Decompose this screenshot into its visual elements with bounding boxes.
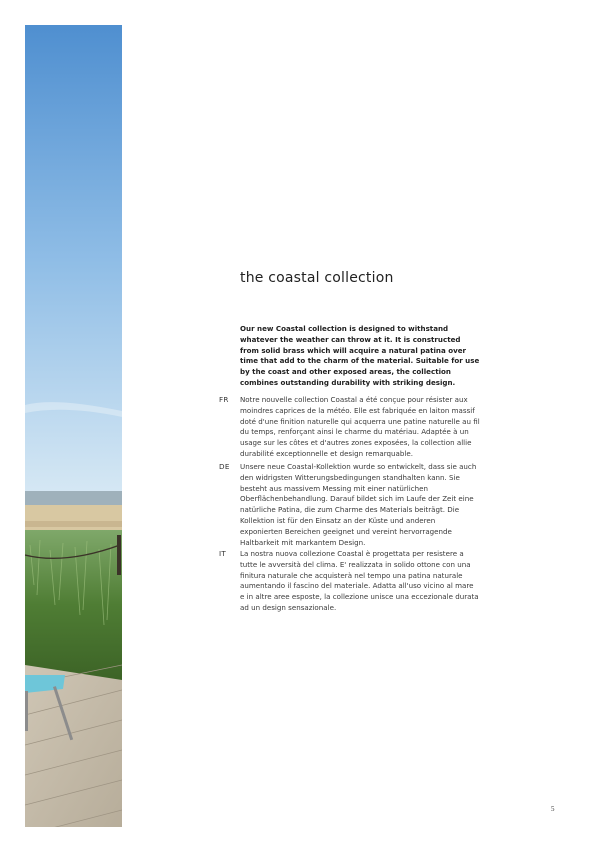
language-code-fr: FR: [219, 395, 229, 404]
intro-text: Our new Coastal collection is designed to withstand whatever the weather can throw at it. It is constructed from solid brass which will acquire a natural patina over time that add to the charm of the material. Suitable for use by the coast and other exposed areas, the collection combines outstanding durability with striking design.: [240, 324, 480, 387]
page-number: 5: [551, 805, 555, 813]
language-code-it: IT: [219, 549, 227, 558]
page-title: the coastal collection: [240, 270, 394, 286]
section-it-text: La nostra nuova collezione Coastal è progettata per resistere a tutte le avversità del clima. E' realizzata in solido ottone con una finitura naturale che acquisterà nel tempo una patina naturale aumentando il fascino del materiale. Adatta all'uso vicino al mare e in altre aree esposte, la collezione unisce una eccezionale durata ad un design sensazionale.: [240, 549, 479, 612]
section-de: [240, 462, 480, 548]
section-de-text: Unsere neue Coastal-Kollektion wurde so entwickelt, dass sie auch den widrigsten Witterungsbedingungen standhalten kann. Sie besteht aus massivem Messing mit einer natürlichen Oberflächenbehandlung. Darauf bildet sich im Laufe der Zeit eine natürliche Patina, die zum Charme des Materials beiträgt. Die Kollektion ist für den Einsatz an der Küste und anderen exponierten Bereichen geeignet und vereint hervorragende Haltbarkeit mit markantem Design.: [240, 462, 477, 547]
intro-paragraph: [240, 324, 480, 389]
sea: [25, 491, 122, 505]
language-code-de: DE: [219, 462, 230, 471]
section-fr-text: Notre nouvelle collection Coastal a été conçue pour résister aux moindres caprices de la météo. Elle est fabriquée en laiton massif doté d'une finition naturelle qui acquerra une patine naturelle au fil du temps, renforçant ainsi le charme du matériau. Adaptée à un usage sur les côtes et d'autres zones exposées, la collection allie durabilité exceptionnelle et design remarquable.: [240, 395, 480, 458]
sky: [25, 25, 122, 495]
coastal-photo: [25, 25, 122, 827]
section-fr: [240, 395, 480, 460]
section-it: [240, 549, 480, 614]
